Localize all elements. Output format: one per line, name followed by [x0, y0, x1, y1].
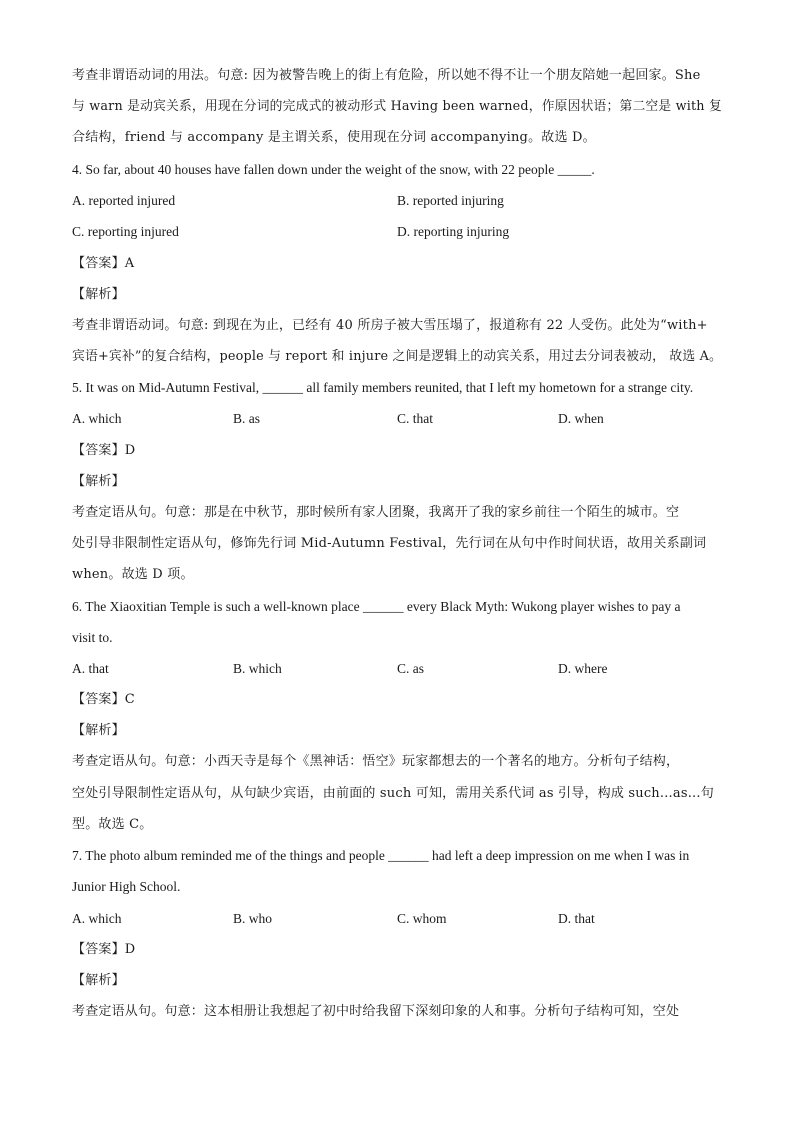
q4-answer: 【答案】A — [72, 256, 135, 271]
q7-stem-line-1: 7. The photo album reminded me of the things and people ______ had left a deep impression on me when I was in — [72, 848, 690, 863]
q7-option-d: D. that — [558, 911, 595, 926]
q3-explanation-line-1: 考查非谓语动词的用法。句意: 因为被警告晚上的街上有危险，所以她不得不让一个朋友陪她一起回家。She — [72, 68, 701, 83]
q4-analysis-heading: 【解析】 — [72, 287, 125, 302]
q5-answer: 【答案】D — [72, 443, 136, 458]
q4-option-b: B. reported injuring — [397, 193, 504, 208]
q5-explanation-line-1: 考查定语从句。句意：那是在中秋节，那时候所有家人团聚，我离开了我的家乡前往一个陌生的城市。空 — [72, 505, 680, 520]
q6-explanation-line-2: 空处引导限制性定语从句，从句缺少宾语，由前面的 such 可知，需用关系代词 as 引导，构成 such...as...句 — [72, 786, 714, 801]
q6-answer: 【答案】C — [72, 692, 135, 707]
q6-explanation-line-1: 考查定语从句。句意：小西天寺是每个《黑神话：悟空》玩家都想去的一个著名的地方。分析句子结构， — [72, 754, 680, 769]
q6-option-b: B. which — [233, 661, 282, 676]
q7-option-c: C. whom — [397, 911, 447, 926]
q7-explanation-line-1: 考查定语从句。句意：这本相册让我想起了初中时给我留下深刻印象的人和事。分析句子结构可知，空处 — [72, 1004, 680, 1019]
q4-option-c: C. reporting injured — [72, 224, 179, 239]
q6-explanation-line-3: 型。故选 C。 — [72, 817, 153, 832]
q5-stem: 5. It was on Mid-Autumn Festival, ______ all family members reunited, that I left my hometown for a strange city. — [72, 380, 694, 395]
q4-explanation-line-2: 宾语+宾补”的复合结构，people 与 report 和 injure 之间是逻辑上的动宾关系，用过去分词表被动， 故选 A。 — [72, 349, 723, 364]
q7-stem-line-2: Junior High School. — [72, 879, 181, 894]
q6-stem-line-2: visit to. — [72, 630, 113, 645]
q7-option-b: B. who — [233, 911, 273, 926]
q6-stem-line-1: 6. The Xiaoxitian Temple is such a well-known place ______ every Black Myth: Wukong player wishes to pay a — [72, 599, 681, 614]
q5-option-c: C. that — [397, 411, 433, 426]
q3-explanation-line-2: 与 warn 是动宾关系，用现在分词的完成式的被动形式 Having been warned，作原因状语；第二空是 with 复 — [72, 99, 722, 114]
q6-analysis-heading: 【解析】 — [72, 723, 125, 738]
q5-option-a: A. which — [72, 411, 122, 426]
q4-option-a: A. reported injured — [72, 193, 176, 208]
q6-option-c: C. as — [397, 661, 424, 676]
q6-option-d: D. where — [558, 661, 608, 676]
q6-option-a: A. that — [72, 661, 109, 676]
q7-option-a: A. which — [72, 911, 122, 926]
q5-explanation-line-2: 处引导非限制性定语从句，修饰先行词 Mid-Autumn Festival，先行词在从句中作时间状语，故用关系副词 — [72, 536, 707, 551]
q7-analysis-heading: 【解析】 — [72, 973, 125, 988]
q3-explanation-line-3: 合结构，friend 与 accompany 是主谓关系，使用现在分词 accompanying。故选 D。 — [72, 130, 596, 145]
q5-analysis-heading: 【解析】 — [72, 474, 125, 489]
q4-explanation-line-1: 考查非谓语动词。句意: 到现在为止，已经有 40 所房子被大雪压塌了，报道称有 22 人受伤。此处为“with+ — [72, 318, 708, 333]
q7-answer: 【答案】D — [72, 942, 136, 957]
q4-option-d: D. reporting injuring — [397, 224, 510, 239]
q5-explanation-line-3: when。故选 D 项。 — [72, 567, 194, 582]
q5-option-d: D. when — [558, 411, 604, 426]
q4-stem: 4. So far, about 40 houses have fallen down under the weight of the snow, with 22 people _____. — [72, 162, 595, 177]
q5-option-b: B. as — [233, 411, 260, 426]
